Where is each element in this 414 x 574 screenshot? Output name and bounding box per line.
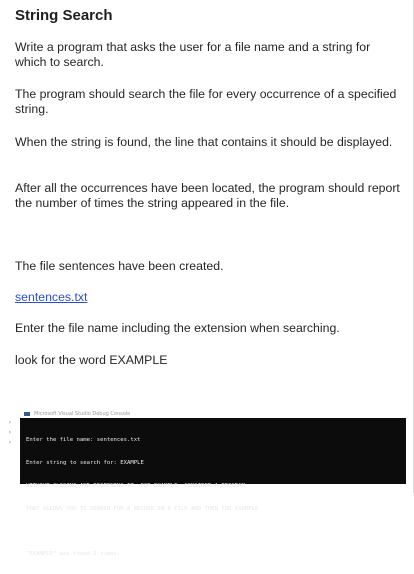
editor-gutter: › › › (8, 419, 12, 446)
debug-console-screenshot (8, 408, 406, 558)
console-line (26, 528, 406, 536)
filename-instruction: Enter the file name including the extension when searching. (15, 321, 340, 335)
console-line: WITHOUT CLOSING AND REOPENING IT. FOR EXAMPLE, CONSIDER A PROGRAM (26, 482, 245, 489)
description-paragraph-4: After all the occurrences have been located, the program should report the number of times the string appeared in the file. (15, 181, 400, 210)
description-paragraph-3: When the string is found, the line that contains it should be displayed. (15, 135, 393, 149)
console-line: Enter string to search for: EXAMPLE (26, 459, 144, 466)
console-line: Enter the file name: sentences.txt (26, 437, 141, 444)
console-app-icon (24, 412, 30, 416)
console-line: THAT ALLOWS YOU TO SEARCH FOR A RECORD IN A FILE AND THEN FOR EXAMPLE (26, 505, 259, 512)
console-output (20, 418, 406, 558)
search-word-instruction: look for the word EXAMPLE (15, 353, 168, 367)
file-created-note: The file sentences have been created. (15, 259, 224, 273)
description-paragraph-2: The program should search the file for every occurrence of a specified string. (15, 87, 397, 116)
console-window-title: Microsoft Visual Studio Debug Console (34, 411, 131, 417)
page-title: String Search (15, 7, 113, 24)
sentences-file-link[interactable]: sentences.txt (15, 290, 88, 304)
console-titlebar (20, 410, 264, 418)
console-line: "EXAMPLE" was found 2 times. (26, 551, 121, 558)
description-paragraph-1: Write a program that asks the user for a file name and a string for which to search. (15, 40, 371, 69)
